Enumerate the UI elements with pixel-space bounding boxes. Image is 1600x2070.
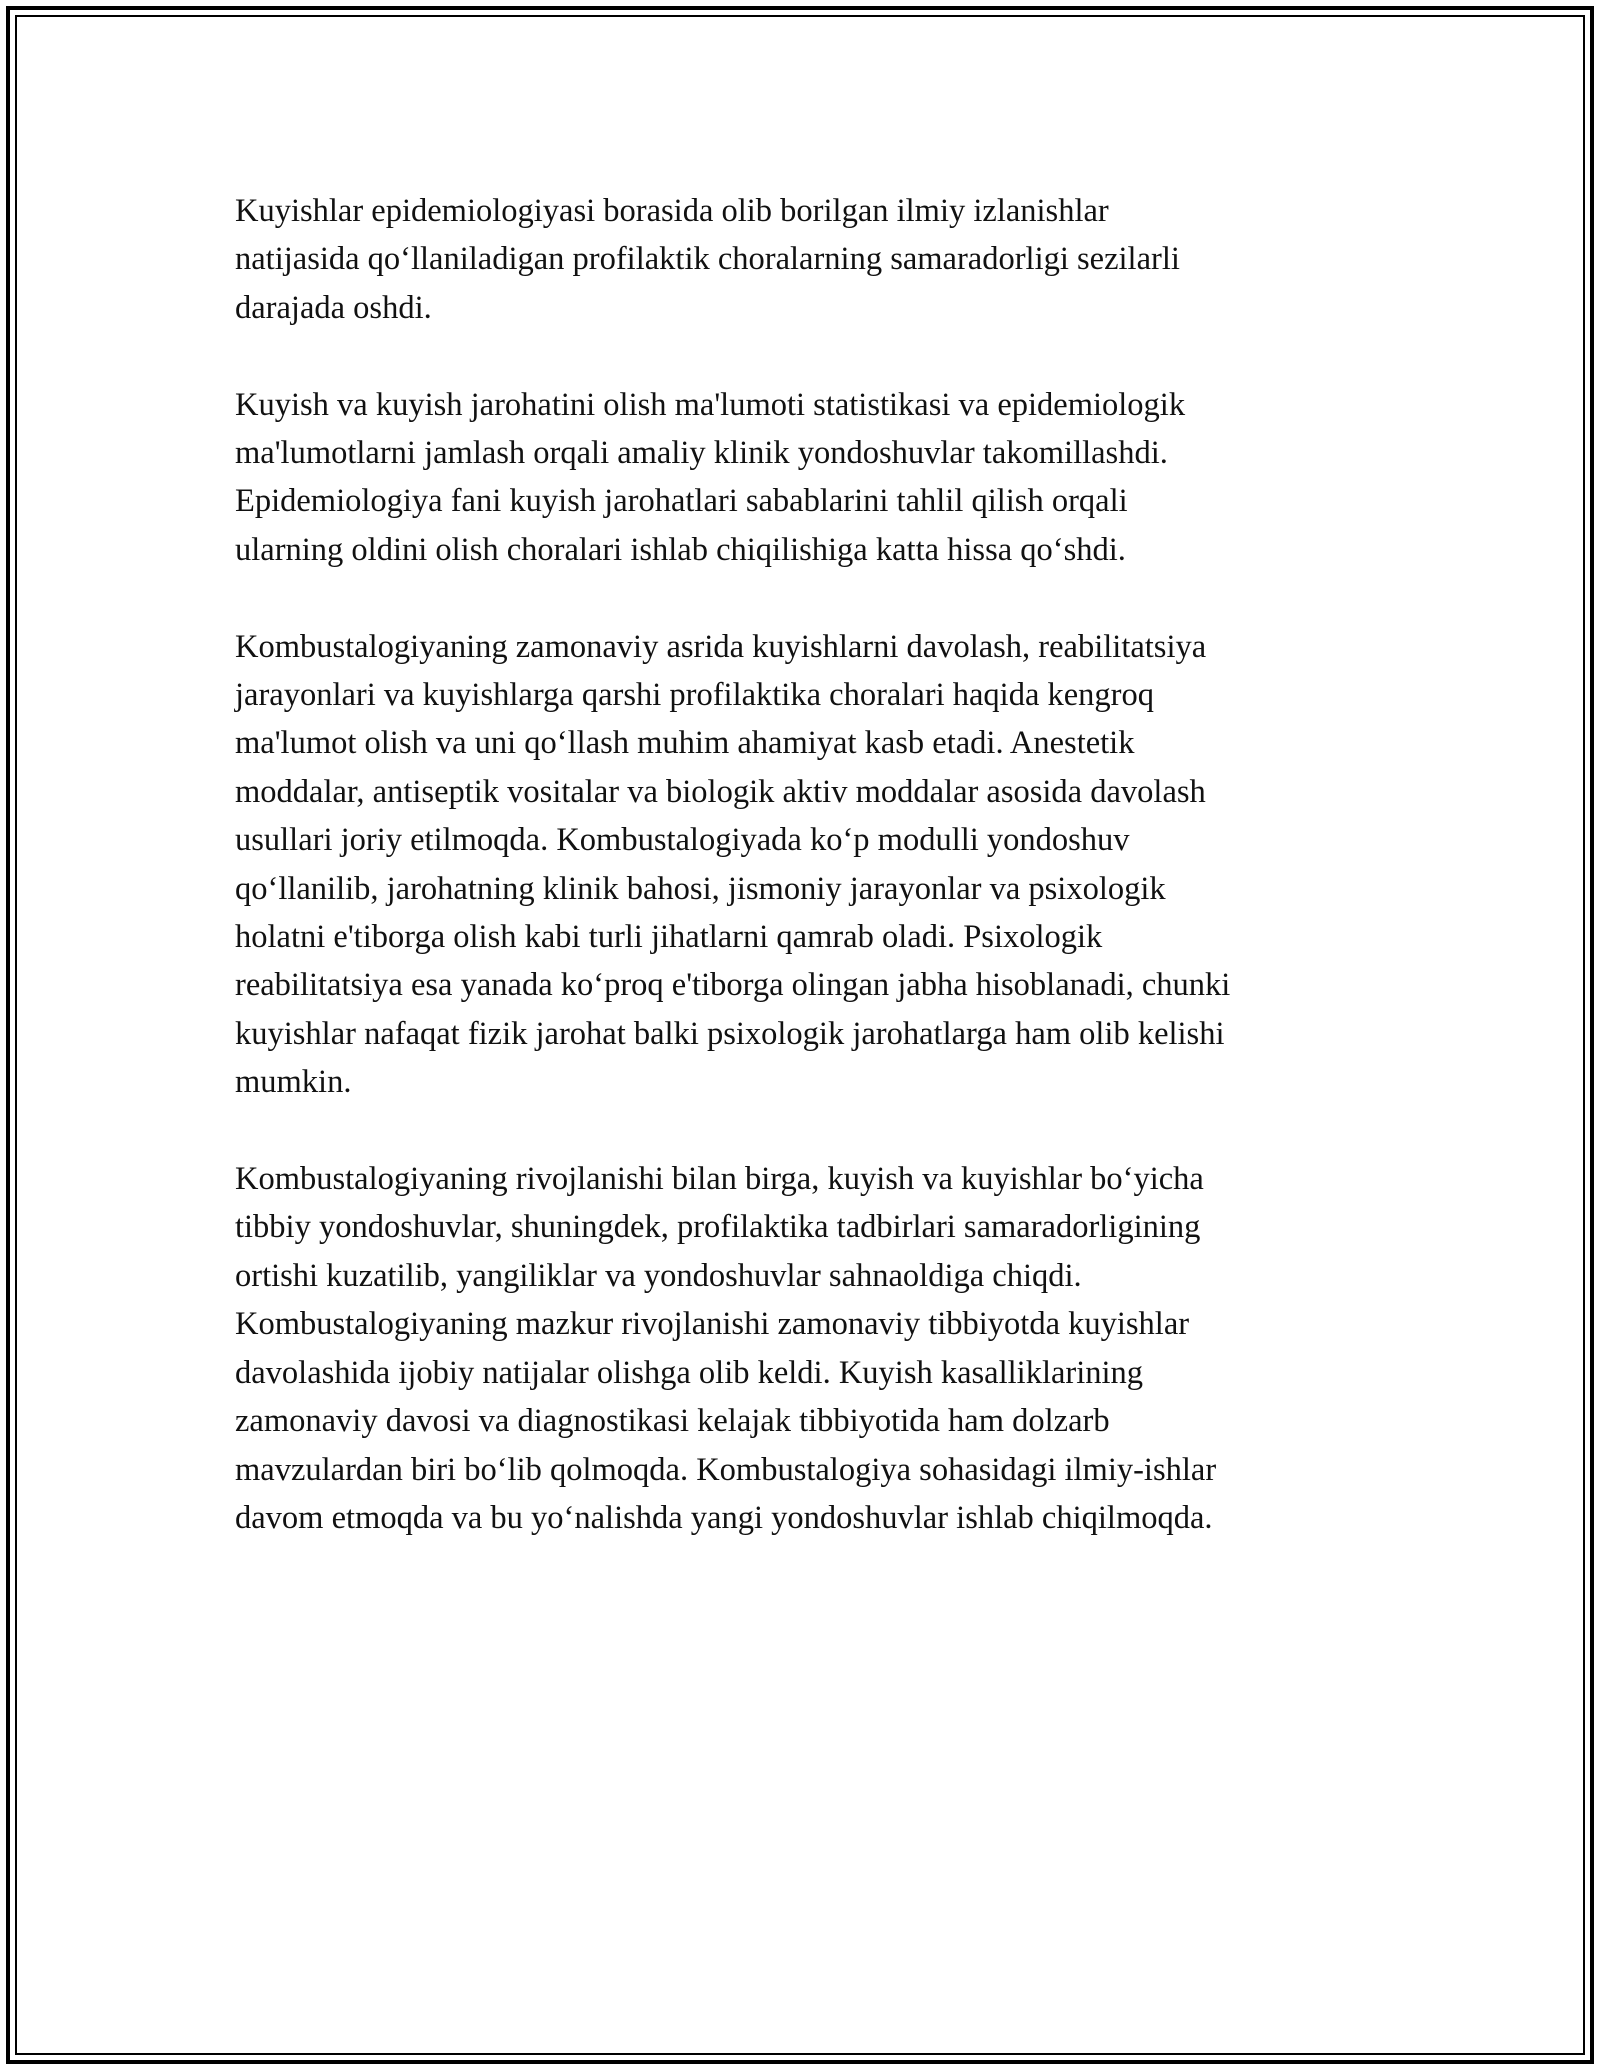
text-line: moddalar, antiseptik vositalar va biologik aktiv moddalar asosida davolash xyxy=(235,773,1206,810)
text-line: natijasida qo‘llaniladigan profilaktik choralarning samaradorligi sezilarli xyxy=(235,241,1180,278)
paragraph-3 xyxy=(235,623,1365,1107)
text-line: zamonaviy davosi va diagnostikasi kelajak tibbiyotida ham dolzarb xyxy=(235,1403,1110,1440)
text-line: Kuyish va kuyish jarohatini olish ma'lumoti statistikasi va epidemiologik xyxy=(235,386,1186,423)
text-line: mumkin. xyxy=(235,1064,352,1101)
text-line: Kombustalogiyaning zamonaviy asrida kuyishlarni davolash, reabilitatsiya xyxy=(235,628,1207,665)
text-line: qo‘llanilib, jarohatning klinik bahosi, jismoniy jarayonlar va psixologik xyxy=(235,870,1166,907)
text-line: Kombustalogiyaning rivojlanishi bilan birga, kuyish va kuyishlar bo‘yicha xyxy=(235,1161,1204,1198)
document-body xyxy=(235,187,1365,1591)
text-line: usullari joriy etilmoqda. Kombustalogiyada ko‘p modulli yondoshuv xyxy=(235,822,1130,859)
text-line: ma'lumotlarni jamlash orqali amaliy klinik yondoshuvlar takomillashdi. xyxy=(235,435,1168,472)
text-line: Epidemiologiya fani kuyish jarohatlari sabablarini tahlil qilish orqali xyxy=(235,483,1128,520)
text-line: mavzulardan biri bo‘lib qolmoqda. Kombustalogiya sohasidagi ilmiy-ishlar xyxy=(235,1451,1217,1488)
text-line: davom etmoqda va bu yo‘nalishda yangi yondoshuvlar ishlab chiqilmoqda. xyxy=(235,1499,1213,1536)
text-line: reabilitatsiya esa yanada ko‘proq e'tiborga olingan jabha hisoblanadi, chunki xyxy=(235,967,1231,1004)
paragraph-2 xyxy=(235,381,1365,575)
paragraph-4 xyxy=(235,1155,1365,1542)
text-line: Kuyishlar epidemiologiyasi borasida olib borilgan ilmiy izlanishlar xyxy=(235,193,1109,229)
text-line: kuyishlar nafaqat fizik jarohat balki psixologik jarohatlarga ham olib kelishi xyxy=(235,1015,1225,1052)
text-line: darajada oshdi. xyxy=(235,289,432,326)
text-line: tibbiy yondoshuvlar, shuningdek, profilaktika tadbirlari samaradorligining xyxy=(235,1209,1201,1246)
text-line: ortishi kuzatilib, yangiliklar va yondoshuvlar sahnaoldiga chiqdi. xyxy=(235,1257,1082,1294)
text-line: holatni e'tiborga olish kabi turli jihatlarni qamrab oladi. Psixologik xyxy=(235,919,1103,956)
text-line: ma'lumot olish va uni qo‘llash muhim ahamiyat kasb etadi. Anestetik xyxy=(235,725,1135,762)
text-line: jarayonlari va kuyishlarga qarshi profilaktika choralari haqida kengroq xyxy=(235,677,1154,714)
text-line: Kombustalogiyaning mazkur rivojlanishi zamonaviy tibbiyotda kuyishlar xyxy=(235,1306,1190,1343)
paragraph-1 xyxy=(235,187,1365,332)
text-line: ularning oldini olish choralari ishlab chiqilishiga katta hissa qo‘shdi. xyxy=(235,531,1126,568)
text-line: davolashida ijobiy natijalar olishga olib keldi. Kuyish kasalliklarining xyxy=(235,1354,1144,1391)
